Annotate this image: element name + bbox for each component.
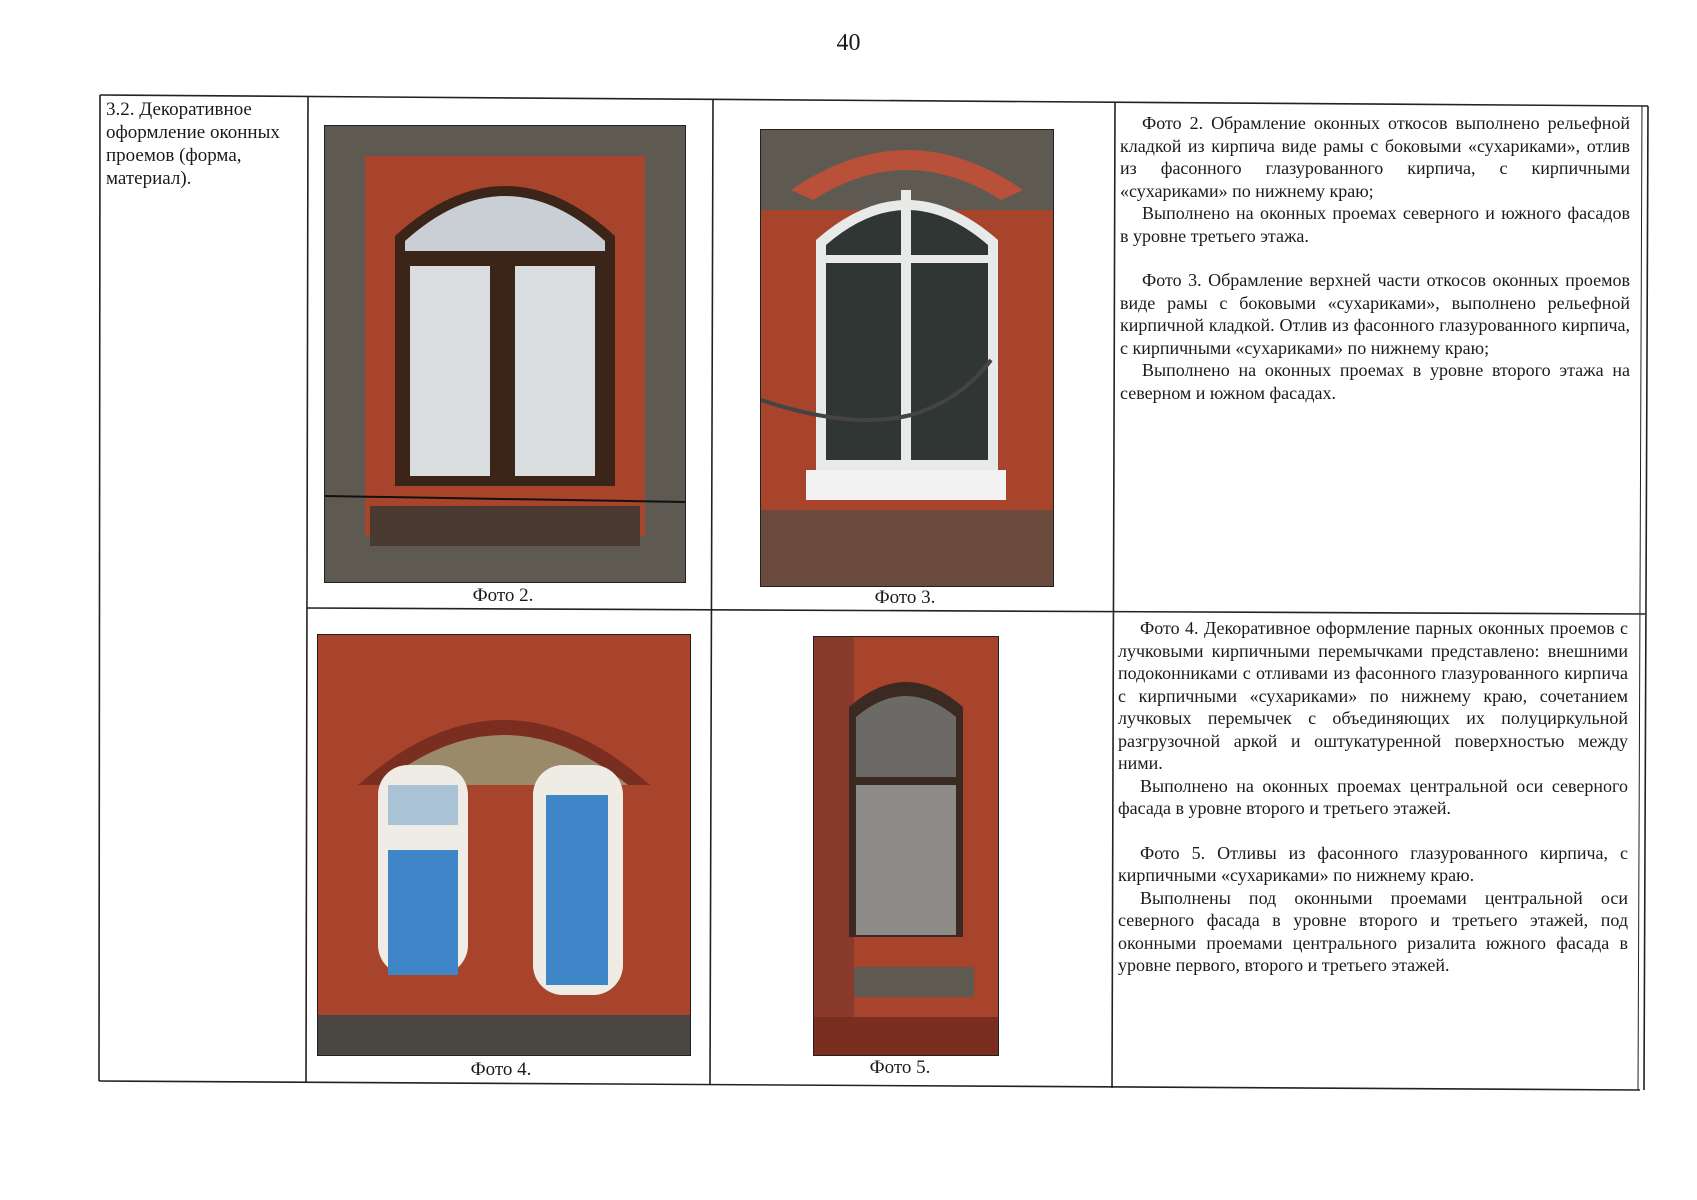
paragraph: Фото 4. Декоративное оформление парных оконных проемов с лучковыми кирпичными перемычками представлено: внешними подоконниками с отливами из фасонного глазурованного кирпича с кирпичными «сухариками» по нижнему краю, сочетанием лучковых перемычек с объединяющих их полуциркульной разгрузочной аркой и оштукатуренной поверхностью между ними. <box>1118 618 1628 773</box>
paragraph: Выполнено на оконных проемах в уровне второго этажа на северном и южном фасадах. <box>1120 360 1630 403</box>
photo-2-caption: Фото 2. <box>472 585 534 606</box>
paired-windows-photo-icon <box>318 635 690 1055</box>
arched-window-photo-icon <box>761 130 1053 586</box>
photo-4-caption: Фото 4. <box>470 1059 532 1080</box>
photo-3-caption: Фото 3. <box>874 587 936 608</box>
paragraph: Выполнены под оконными проемами центральной оси северного фасада в уровне второго и третьего этажей, под оконными проемами центрального ризалита южного фасада в уровне первого, второго и третьего этажей. <box>1118 887 1628 975</box>
arched-window-photo-icon <box>325 126 685 582</box>
paragraph: Фото 5. Отливы из фасонного глазурованного кирпича, с кирпичными «сухариками» по нижнему краю. <box>1118 842 1628 885</box>
page-number: 40 <box>836 30 861 56</box>
section-label: 3.2. Декоративное оформление оконных проемов (форма, материал). <box>106 99 280 189</box>
photo-5 <box>813 636 999 1056</box>
description-bottom <box>1118 617 1628 977</box>
paragraph: Фото 3. Обрамление верхней части откосов оконных проемов виде рамы с боковыми «сухариками», выполнено рельефной кирпичной кладкой. Отлив из фасонного глазурованного кирпича, с кирпичными «сухариками» по нижнему краю; <box>1120 270 1630 358</box>
paragraph: Фото 2. Обрамление оконных откосов выполнено рельефной кладкой из кирпича виде рамы с боковыми «сухариками», отлив из фасонного глазурованного кирпича, с кирпичными «сухариками» по нижнему краю; <box>1120 113 1630 201</box>
description-top <box>1120 112 1630 404</box>
photo-3 <box>760 129 1054 587</box>
narrow-window-photo-icon <box>814 637 998 1055</box>
photo-2 <box>324 125 686 583</box>
photo-5-caption: Фото 5. <box>869 1057 931 1078</box>
paragraph: Выполнено на оконных проемах центральной оси северного фасада в уровне второго и третьего этажей. <box>1118 775 1628 818</box>
paragraph: Выполнено на оконных проемах северного и южного фасадов в уровне третьего этажа. <box>1120 203 1630 246</box>
photo-4 <box>317 634 691 1056</box>
